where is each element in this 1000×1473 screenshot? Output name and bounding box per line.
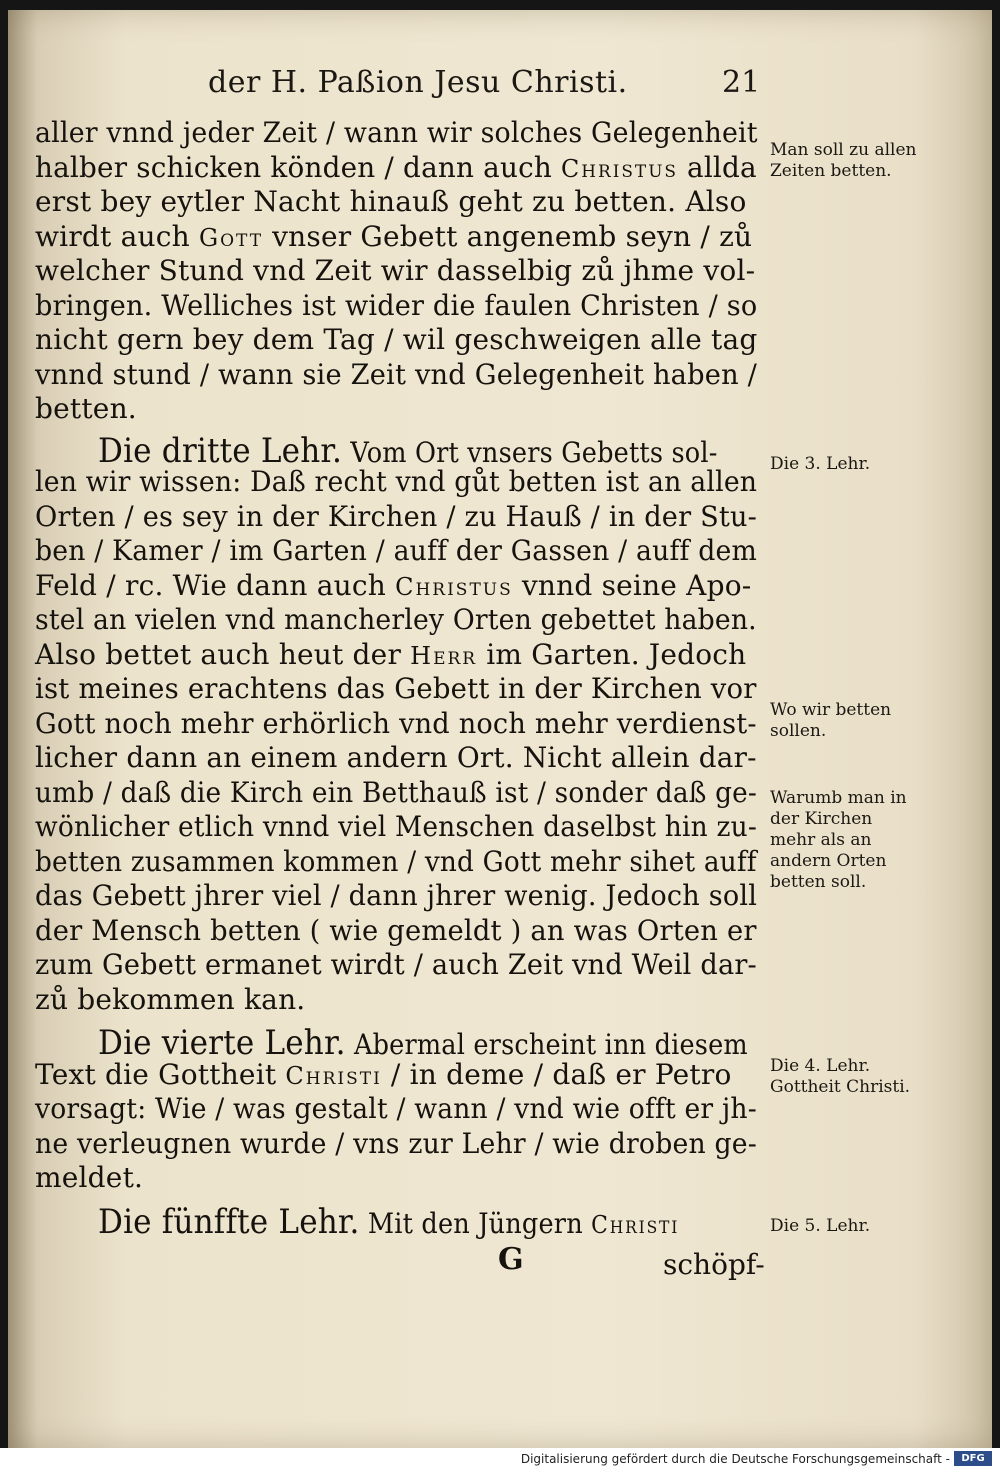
body-line xyxy=(35,357,758,391)
body-line xyxy=(35,569,757,602)
body-line xyxy=(35,288,758,322)
body-line xyxy=(35,638,757,671)
margin-note: Die 5. Lehr. xyxy=(770,1216,871,1236)
body-line xyxy=(35,323,756,356)
body-line xyxy=(35,603,757,636)
body-line xyxy=(35,948,757,981)
body-line xyxy=(35,1161,757,1194)
margin-note: Warumb man in der Kirchen mehr als an andern Orten betten soll. xyxy=(770,788,907,892)
body-line xyxy=(35,775,758,809)
text-run: zum Gebett ermanet wirdt / auch Zeit vnd Weil dar- xyxy=(35,948,757,981)
body-line xyxy=(35,1058,757,1091)
small-caps-name: Herr xyxy=(410,641,478,670)
text-run: wönlicher etlich vnnd viel Menschen daselbst hin zu- xyxy=(35,810,757,843)
body-line xyxy=(35,150,757,184)
text-run: wirdt auch xyxy=(35,219,199,253)
text-run: nicht gern bey dem Tag / wil geschweigen alle tag xyxy=(35,323,758,356)
text-run: betten zusammen kommen / vnd Gott mehr sihet auff xyxy=(35,844,757,878)
body-line xyxy=(35,392,757,425)
body-line xyxy=(35,672,757,705)
text-run: der Mensch betten ( wie gemeldt ) an was Orten er xyxy=(35,913,757,947)
text-run: Abermal erscheint inn diesem xyxy=(345,1028,748,1061)
text-run: Orten / es sey in der Kirchen / zu Hauß / in der Stu- xyxy=(35,499,758,533)
text-run: Mit den Jüngern xyxy=(359,1206,592,1240)
body-line xyxy=(35,465,758,498)
text-run: Gott noch mehr erhörlich vnd noch mehr verdienst- xyxy=(35,706,757,740)
small-caps-name: Christi xyxy=(591,1210,680,1239)
margin-note: Die 3. Lehr. xyxy=(770,454,871,474)
text-run: ben / Kamer / im Garten / auff der Gassen / auff dem xyxy=(35,534,758,567)
text-run: zů bekommen kan. xyxy=(35,982,306,1016)
text-run: vnnd stund / wann sie Zeit vnd Gelegenheit haben / xyxy=(35,357,758,391)
text-run: licher dann an einem andern Ort. Nicht allein dar- xyxy=(35,741,757,774)
text-run: aller vnnd jeder Zeit / wann wir solches Gelegenheit xyxy=(35,116,758,149)
text-run: halber schicken könden / dann auch xyxy=(35,150,562,184)
body-line xyxy=(35,534,758,567)
text-run: das Gebett jhrer viel / dann jhrer wenig. Jedoch soll xyxy=(35,879,758,912)
body-line xyxy=(35,983,757,1016)
text-run: betten. xyxy=(35,392,137,425)
body-line xyxy=(35,706,757,740)
body-line xyxy=(35,185,757,218)
margin-note: Wo wir betten sollen. xyxy=(770,700,892,741)
body-line xyxy=(35,810,757,843)
margin-note: Die 4. Lehr. Gottheit Christi. xyxy=(770,1056,911,1097)
text-run: Also bettet auch heut der xyxy=(35,637,411,671)
text-run: / in deme / daß er Petro xyxy=(381,1057,732,1091)
body-line xyxy=(35,1092,757,1125)
signature-mark: G xyxy=(498,1242,524,1277)
body-line xyxy=(98,1202,757,1242)
body-line xyxy=(35,913,757,947)
small-caps-name: Christi xyxy=(285,1061,382,1090)
text-run: Text die Gottheit xyxy=(35,1057,286,1091)
body-line xyxy=(35,220,757,253)
small-caps-name: Christus xyxy=(395,572,513,601)
body-line xyxy=(35,116,758,149)
section-heading: Die fünffte Lehr. xyxy=(98,1201,360,1242)
text-run: Vom Ort vnsers Gebetts sol- xyxy=(342,435,718,469)
text-run: vnser Gebett angenemb seyn / zů xyxy=(263,219,753,253)
text-run: vnnd seine Apo- xyxy=(512,568,752,602)
text-run: Feld / rc. Wie dann auch xyxy=(35,568,396,602)
running-head: der H. Paßion Jesu Christi. xyxy=(208,65,628,100)
section-heading: Die dritte Lehr. xyxy=(98,430,343,471)
catchword: schöpf- xyxy=(663,1248,765,1281)
dfg-logo: DFG xyxy=(954,1451,992,1466)
book-page xyxy=(8,10,992,1448)
body-line xyxy=(35,879,758,912)
text-run: vorsagt: Wie / was gestalt / wann / vnd wie offt er jh- xyxy=(35,1092,757,1125)
text-run: meldet. xyxy=(35,1161,144,1194)
section-heading: Die vierte Lehr. xyxy=(98,1023,346,1063)
text-run: umb / daß die Kirch ein Betthauß ist / sonder daß ge- xyxy=(35,775,758,809)
margin-note: Man soll zu allen Zeiten betten. xyxy=(770,140,917,181)
body-line xyxy=(35,741,757,774)
body-line xyxy=(35,254,757,287)
text-run: ne verleugnen wurde / vns zur Lehr / wie droben ge- xyxy=(35,1126,757,1160)
text-run: bringen. Welliches ist wider die faulen Christen / so xyxy=(35,288,758,322)
small-caps-name: Christus xyxy=(561,154,678,183)
text-run: allda xyxy=(677,150,757,184)
text-run: stel an vielen vnd mancherley Orten gebettet haben. xyxy=(35,603,757,636)
text-run: ist meines erachtens das Gebett in der Kirchen vor xyxy=(35,672,757,705)
text-run: im Garten. Jedoch xyxy=(477,637,747,671)
text-run: len wir wissen: Daß recht vnd gůt betten ist an allen xyxy=(35,465,758,498)
page-number: 21 xyxy=(722,65,761,100)
text-run: welcher Stund vnd Zeit wir dasselbig zů jhme vol- xyxy=(35,254,756,287)
body-line xyxy=(35,1126,757,1160)
body-line xyxy=(35,499,758,533)
small-caps-name: Gott xyxy=(198,223,264,252)
text-run: erst bey eytler Nacht hinauß geht zu betten. Also xyxy=(35,185,747,218)
body-line xyxy=(35,844,757,878)
footer-credit: Digitalisierung gefördert durch die Deutsche Forschungsgemeinschaft - xyxy=(520,1452,950,1466)
